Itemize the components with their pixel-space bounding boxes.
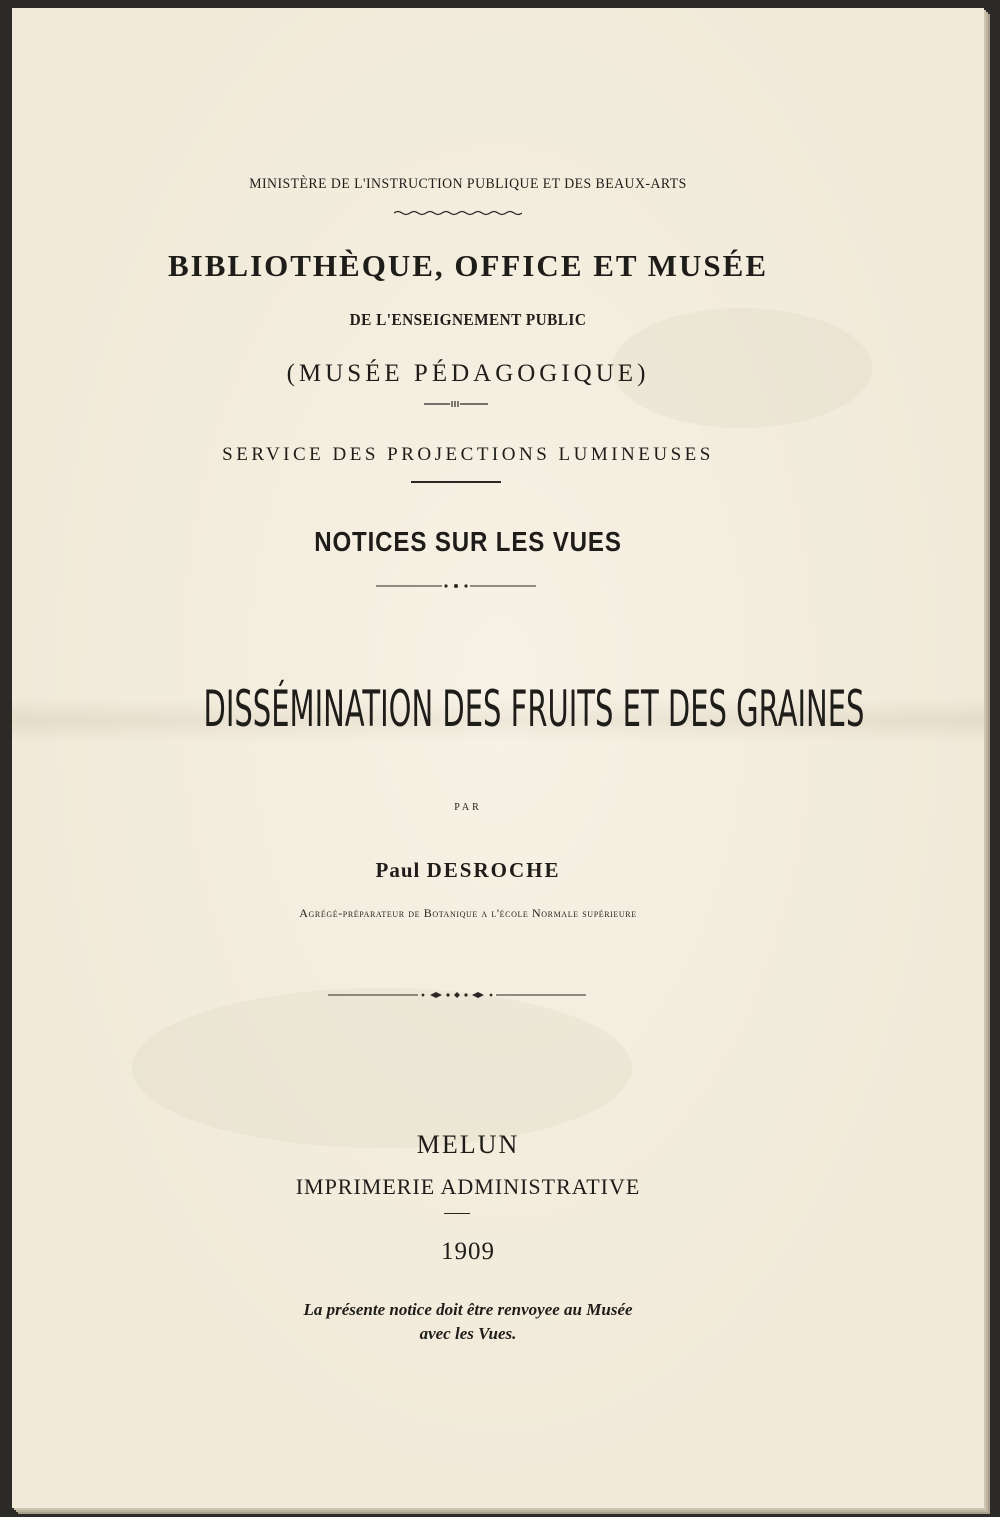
- document-page: [12, 8, 984, 1508]
- imprint-rule: [444, 1213, 470, 1214]
- author-last-name: DESROCHE: [426, 858, 561, 882]
- ministry-heading: MINISTÈRE DE L'INSTRUCTION PUBLIQUE ET DES BEAUX-ARTS: [249, 176, 687, 192]
- subtitle-heading: DE L'ENSEIGNEMENT PUBLIC: [349, 310, 587, 329]
- return-notice-line-2: avec les Vues.: [419, 1324, 517, 1343]
- return-notice-line-1: La présente notice doit être renvoyee au Musée: [303, 1300, 633, 1319]
- return-notice: [12, 1298, 924, 1346]
- rule-divider: [411, 481, 501, 483]
- document-title: DISSÉMINATION DES FRUITS ET DES GRAINES: [203, 680, 865, 738]
- imprint-city: MELUN: [416, 1130, 520, 1159]
- author-name: [12, 858, 924, 883]
- dotted-rule-ornament: [376, 581, 536, 591]
- library-heading: BIBLIOTHÈQUE, OFFICE ET MUSÉE: [167, 248, 769, 283]
- small-rule-ornament: [424, 399, 488, 409]
- paper-stain: [132, 988, 632, 1148]
- service-heading: SERVICE DES PROJECTIONS LUMINEUSES: [222, 444, 714, 465]
- notices-heading: NOTICES SUR LES VUES: [314, 526, 622, 557]
- author-title: Agrégé-préparateur de Botanique a l'école Normale supérieure: [299, 906, 637, 920]
- museum-heading: (MUSÉE PÉDAGOGIQUE): [286, 360, 650, 387]
- author-first-name: Paul: [375, 858, 421, 882]
- par-label: PAR: [454, 802, 482, 813]
- fleuron-rule-ornament: [328, 990, 586, 1000]
- wavy-rule-ornament: [394, 208, 522, 218]
- imprint-printer: IMPRIMERIE ADMINISTRATIVE: [295, 1174, 641, 1199]
- imprint-year: 1909: [441, 1238, 495, 1265]
